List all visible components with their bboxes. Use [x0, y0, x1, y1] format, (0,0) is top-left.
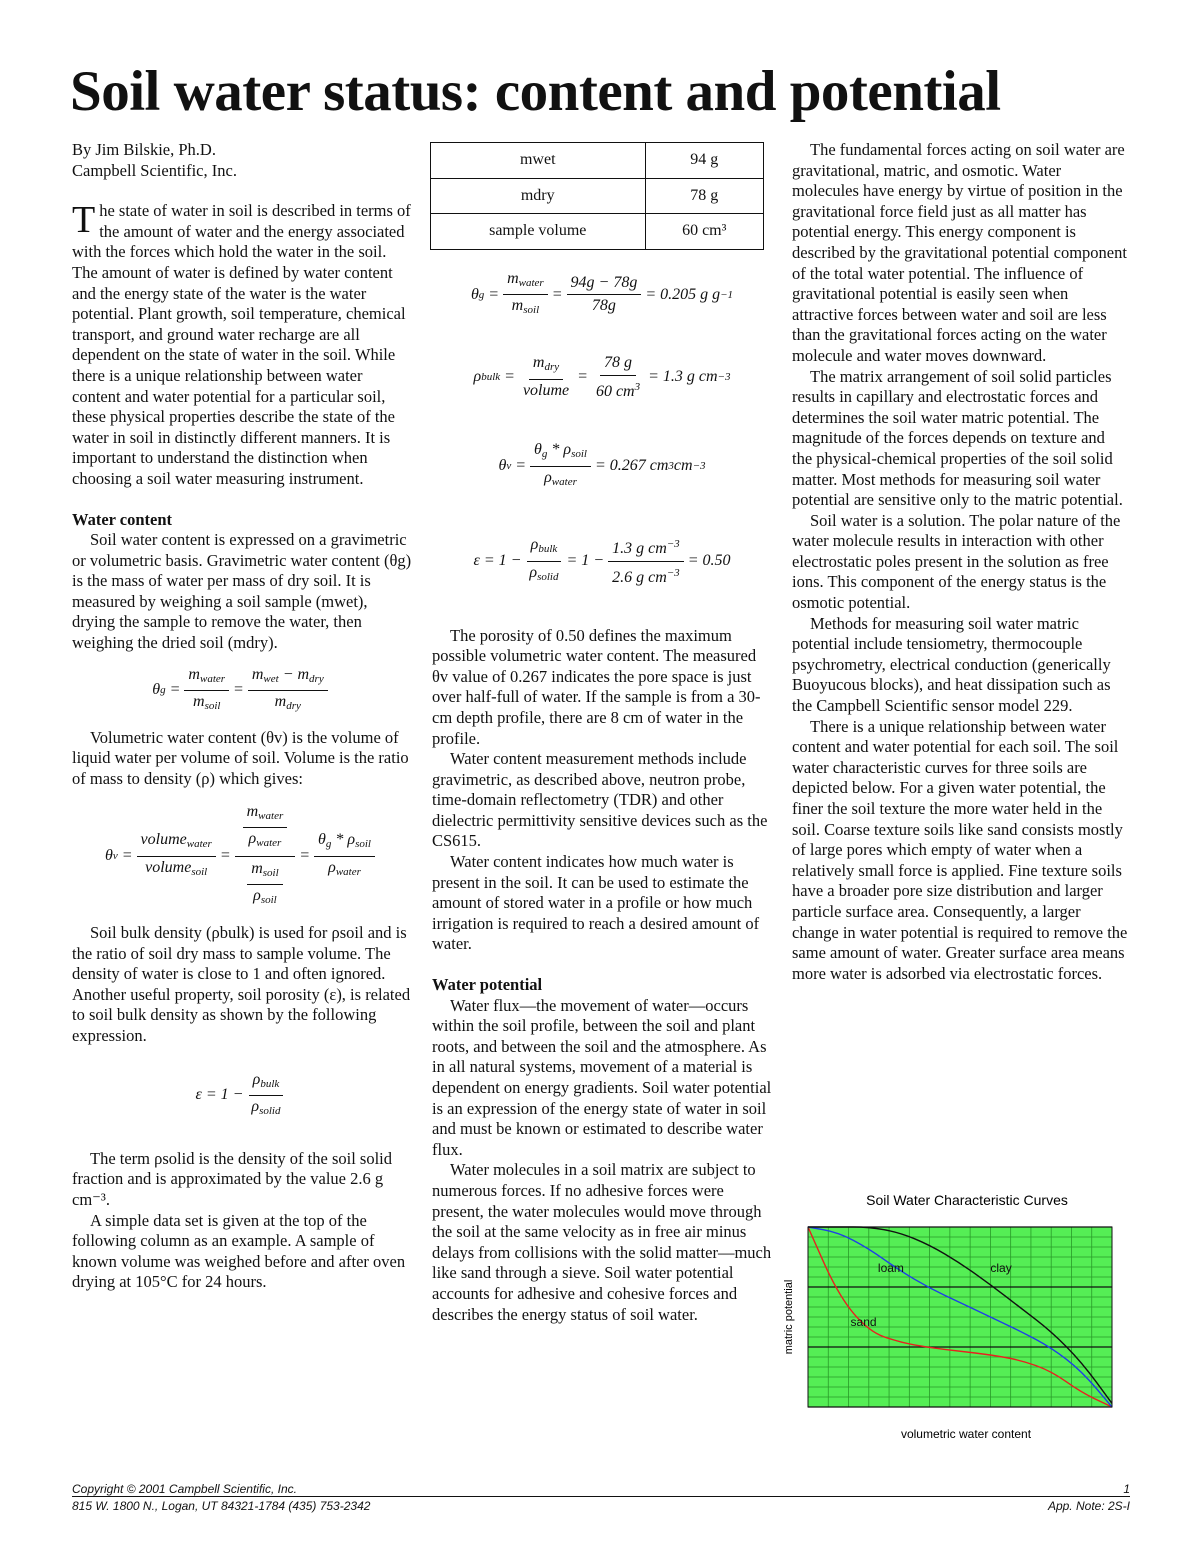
- table-cell: mdry: [431, 178, 646, 214]
- company: Campbell Scientific, Inc.: [72, 160, 237, 180]
- paragraph: Water flux—the movement of water—occurs within the soil profile, between the soil and plant roots, and between the soil and the atmosphere. As in all natural systems, movement of a material is dependent on energy gradients. Soil water potential is an expression of the energy state of water in soil and must be known or estimated to describe water flux.: [432, 995, 772, 1159]
- chart-svg: [778, 1185, 1130, 1445]
- paragraph: There is a unique relationship between water content and water potential for each soil. The soil water characteristic curves for three soils are depicted below. For a given water potential, the finer the soil texture the more water held in the soil. Coarse texture soils like sand consists mostly of large pores which empty of water when a relatively small force is applied. Fine texture soils have a broader pore size distribution and larger particle surface area. Consequently, a larger change in water potential is required to remove the same amount of water. Greater surface area means more water is adsorbed via electrostatic forces.: [792, 716, 1128, 983]
- page-number: 1: [1123, 1482, 1130, 1496]
- paragraph: Water content indicates how much water is present in the soil. It can be used to estimate the amount of stored water in a profile or how much irrigation is required to reach a desired amount of water.: [432, 852, 760, 954]
- equation-gravimetric: θ g = $\frac{m_{water}}{m_{soil}}$ = $\frac{m_{wet} - m_{dry}}{m_{dry}}$: [72, 664, 412, 718]
- heading-water-content: Water content: [72, 509, 173, 529]
- author: By Jim Bilskie, Ph.D.: [72, 140, 216, 159]
- column-1: [72, 140, 412, 1293]
- paragraph: The porosity of 0.50 defines the maximum possible volumetric water content. The measured θv value of 0.267 indicates the pore space is just over half-full of water. If the sample is from a 30-cm depth profile, there are 8 cm of water in the profile.: [432, 625, 761, 748]
- copyright: Copyright © 2001 Campbell Scientific, Inc.: [72, 1482, 297, 1496]
- table-cell: 60 cm³: [645, 214, 763, 250]
- paragraph: A simple data set is given at the top of the following column as an example. A sample of known volume was weighed before and after oven drying at 105°C for 24 hours.: [72, 1210, 406, 1292]
- drop-cap: T: [72, 199, 96, 242]
- address: 815 W. 1800 N., Logan, UT 84321-1784 (435) 753-2342: [72, 1499, 371, 1513]
- byline: [72, 140, 412, 181]
- intro-paragraph: The state of water in soil is described in terms of the amount of water and the energy associated with the forces which hold the water in the soil. The amount of water is defined by water content and the energy state of the water is the water potential. Plant growth, soil temperature, chemical transport, and ground water recharge are all dependent on the state of water in the soil. While there is a unique relationship between water content and water potential for a particular soil, these physical properties describe the state of the water in soil in distinctly different manners. It is important to understand the distinction when choosing a soil water measuring instrument.: [72, 199, 411, 488]
- equation-calc-gravimetric: θ g = $\frac{m_{water}}{m_{soil}}$ = $\frac{94g - 78g}{78g}$ = 0.205 g g −1: [470, 269, 734, 317]
- soil-water-chart: [778, 1185, 1130, 1445]
- page-title: Soil water status: content and potential: [70, 60, 1001, 123]
- table-row: [431, 178, 764, 214]
- table-cell: sample volume: [431, 214, 646, 250]
- column-3: [792, 140, 1128, 984]
- x-axis-label: volumetric water content: [900, 1427, 1032, 1441]
- paragraph: Volumetric water content (θv) is the volume of liquid water per volume of soil. Volume is the ratio of mass to density (ρ) which gives:: [72, 727, 409, 789]
- paragraph: The matrix arrangement of soil solid particles results in capillary and electrostatic forces and determines the soil water matric potential. The magnitude of the forces depends on texture and the physical-chemical properties of the soil solid matter. Most methods for measuring soil water potential are sensitive only to the matric potential.: [792, 366, 1123, 510]
- paragraph: The fundamental forces acting on soil water are gravitational, matric, and osmotic. Water molecules have energy by virtue of position in the gravitational force field just as all matter has potential energy. This energy component is described by the gravitational potential component of the total water potential. The influence of gravitational potential is easily seen when attractive forces between water and soil are less than the gravitational forces acting on the water molecule and water moves downward.: [792, 140, 1127, 365]
- series-label-sand: sand: [850, 1315, 877, 1329]
- table-cell: 78 g: [645, 178, 763, 214]
- heading-water-potential: Water potential: [432, 975, 543, 995]
- footer-top: [72, 1482, 1130, 1496]
- paragraph: Soil water is a solution. The polar nature of the water molecule results in interaction with other electrostatic poles present in the solution as free ions. This component of the energy status is the osmotic potential.: [792, 510, 1121, 613]
- paragraph: Soil bulk density (ρbulk) is used for ρsoil and is the ratio of soil dry mass to sample volume. The density of water is close to 1 and often ignored. Another useful property, soil porosity (ε), is related to soil bulk density as shown by the following expression.: [72, 923, 411, 1045]
- paragraph: Soil water content is expressed on a gravimetric or volumetric basis. Gravimetric water content (θg) is the mass of water per mass of dry soil. It is measured by weighing a soil sample (mwet), drying the sample to remove the water, then weighing the dried soil (mdry).: [72, 530, 412, 653]
- series-label-loam: loam: [877, 1261, 904, 1275]
- equation-calc-bulk: ρ bulk = $\frac{m_{dry}}{\text{volume}}$ = $\frac{78 g}{60 cm^3}$ = 1.3 g cm −3: [473, 353, 731, 400]
- sample-data-table: [430, 142, 764, 250]
- table-row: [431, 143, 764, 179]
- footer-rule: [72, 1496, 1130, 1497]
- equation-porosity: ε = 1 − $\frac{\rho_{bulk}}{\rho_{solid}}$: [72, 1069, 412, 1123]
- column-2: [432, 142, 772, 1325]
- equation-calc-porosity: ε = 1 − $\frac{\rho_{bulk}}{\rho_{solid}}$ = 1 − $\frac{1.3 g cm^{-3}}{2.6 g cm^{-3}}$ = 0.50: [432, 533, 772, 589]
- paragraph: Methods for measuring soil water matric potential include tensiometry, thermocouple psychrometry, electrical conduction (generically Buoyucous blocks), and heat dissipation such as the Campbell Scientific sensor model 229.: [792, 613, 1111, 716]
- app-note: App. Note: 2S-I: [1047, 1499, 1130, 1513]
- chart-title: Soil Water Characteristic Curves: [866, 1192, 1068, 1208]
- equation-calc-volumetric: θ v = $\frac{\theta_g * \rho_{soil}}{\rho_{water}}$ = 0.267 cm 3 cm −3: [498, 441, 706, 488]
- paragraph: Water content measurement methods include gravimetric, as described above, neutron probe, time-domain reflectometry (TDR) and other dielectric permittivity sensitive devices such as the CS615.: [432, 749, 768, 851]
- table-row: [431, 214, 764, 250]
- series-label-clay: clay: [990, 1261, 1012, 1275]
- paragraph: Water molecules in a soil matrix are subject to numerous forces. If no adhesive forces were present, the water molecules would move through the soil at the same velocity as in free air minus delays from collisions with the solid matter—much like sand through a sieve. Soil water potential accounts for adhesive and cohesive forces and describes the energy status of soil water.: [432, 1160, 772, 1324]
- equation-volumetric: θ v = $\frac{volume_{water}}{volume_{soil}}$ = $\frac{\frac{m_{water}}{\rho_{water}}}{\frac{m_{soil}}{\rho_{soil}}}$ = $\frac{\theta_g * \rho_{soil}}{\rho_{water}}$: [72, 800, 412, 913]
- paragraph: The term ρsolid is the density of the soil solid fraction and is approximated by the value 2.6 g cm⁻³.: [72, 1148, 392, 1209]
- table-cell: 94 g: [645, 143, 763, 179]
- y-axis-label: matric potential: [783, 1279, 795, 1355]
- table-cell: mwet: [519, 151, 556, 168]
- footer-bottom: [72, 1499, 1130, 1513]
